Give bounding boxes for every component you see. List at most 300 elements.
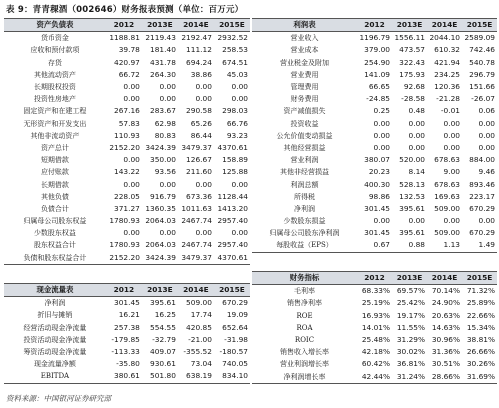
row-label: 股东权益合计 [33, 241, 76, 250]
value-cell: 2467.74 [181, 216, 212, 226]
value-cell: 0.00 [408, 216, 425, 226]
value-cell: 670.29 [469, 228, 495, 238]
table-row [4, 32, 250, 45]
year-column-header: 2014E [178, 284, 214, 297]
table-row [4, 334, 250, 346]
value-cell: 80.83 [154, 130, 176, 140]
row-label: 货币资金 [40, 34, 69, 43]
value-cell: 30.26% [466, 359, 495, 369]
year-column-header: 2014E [178, 19, 214, 32]
value-cell: -31.98 [224, 334, 248, 344]
value-cell: 15.34% [466, 322, 495, 332]
value-cell: 264.30 [150, 69, 176, 79]
table-row [252, 130, 497, 142]
value-cell: 670.29 [222, 298, 248, 308]
table-row [252, 310, 497, 322]
value-cell: 420.97 [114, 57, 140, 67]
table-row [4, 57, 250, 69]
value-cell: 0.00 [478, 118, 495, 128]
row-label: 营业税金及附加 [280, 58, 329, 67]
value-cell: 301.45 [364, 203, 390, 213]
value-cell: 0.00 [231, 82, 248, 92]
table-row [4, 239, 250, 251]
value-cell: -21.00 [188, 334, 212, 344]
value-cell: 834.10 [214, 370, 250, 383]
table-row [4, 130, 250, 142]
value-cell: 110.93 [114, 130, 140, 140]
row-label: 归属母公司股东净利润 [269, 229, 340, 238]
row-label: 公允价值变动损益 [276, 131, 333, 140]
value-cell: 0.00 [443, 216, 460, 226]
row-label: 固定资产和在建工程 [23, 107, 87, 116]
value-cell: -28.58 [401, 94, 425, 104]
value-cell: 258.53 [222, 45, 248, 55]
value-cell: 42.44% [357, 371, 392, 384]
value-cell: 0.48 [408, 106, 425, 116]
value-cell: 0.00 [159, 179, 176, 189]
table-row [252, 239, 497, 252]
value-cell: 0.00 [159, 82, 176, 92]
value-cell: 14.63% [431, 322, 460, 332]
table-title-header: 现金流量表 [4, 284, 106, 297]
table-row [252, 118, 497, 130]
row-label: 投资收益 [290, 119, 319, 128]
value-cell: 30.02% [396, 347, 425, 357]
value-cell: 57.83 [118, 118, 140, 128]
value-cell: 301.45 [364, 228, 390, 238]
table-row [4, 191, 250, 203]
table-row [4, 346, 250, 358]
value-cell: 86.44 [190, 130, 212, 140]
value-cell: 395.61 [399, 203, 425, 213]
table-row [252, 358, 497, 370]
value-cell: 0.00 [123, 94, 140, 104]
value-cell: 0.00 [195, 82, 212, 92]
row-label: 少数股东权益 [33, 229, 76, 238]
value-cell: 8.14 [408, 167, 425, 177]
value-cell: 132.53 [399, 191, 425, 201]
value-cell: 0.00 [373, 118, 390, 128]
value-cell: 509.00 [434, 203, 460, 213]
table-row [252, 191, 497, 203]
table-row [4, 178, 250, 190]
value-cell: 2152.20 [109, 142, 140, 152]
value-cell: 98.86 [368, 191, 390, 201]
value-cell: 16.93% [361, 310, 390, 320]
value-cell: 2152.20 [106, 252, 142, 265]
value-cell: 141.09 [364, 69, 390, 79]
value-cell: 25.19% [361, 298, 390, 308]
table-header-row [4, 284, 250, 297]
table-header-row [4, 19, 250, 32]
value-cell: 678.63 [434, 179, 460, 189]
table-row [4, 215, 250, 227]
value-cell: 93.56 [154, 167, 176, 177]
value-cell: 1556.11 [394, 33, 425, 43]
value-cell: 3424.39 [142, 252, 178, 265]
value-cell: 143.22 [114, 167, 140, 177]
value-cell: 1780.93 [109, 240, 140, 250]
value-cell: 254.90 [364, 57, 390, 67]
balance-sheet-table [4, 18, 250, 265]
table-row [252, 142, 497, 154]
table-row [4, 93, 250, 105]
value-cell: 409.07 [150, 347, 176, 357]
value-cell: 211.60 [186, 167, 212, 177]
value-cell: 11.55% [396, 322, 425, 332]
table-row [4, 142, 250, 154]
row-label: 管理费用 [290, 83, 319, 92]
row-label: 经营活动现金净流量 [23, 323, 87, 332]
year-column-header: 2015E [214, 284, 250, 297]
value-cell: 540.78 [469, 57, 495, 67]
value-cell: -179.85 [111, 334, 140, 344]
value-cell: 69.57% [396, 286, 425, 296]
table-title-header: 财务指标 [252, 272, 357, 285]
value-cell: 400.30 [364, 179, 390, 189]
row-label: 销售收入增长率 [280, 348, 329, 357]
value-cell: 742.46 [469, 45, 495, 55]
table-row [4, 154, 250, 166]
table-row [4, 105, 250, 117]
value-cell: 322.43 [399, 57, 425, 67]
value-cell: 610.32 [434, 45, 460, 55]
table-row [252, 285, 497, 298]
value-cell: 0.00 [443, 142, 460, 152]
value-cell: 66.76 [226, 118, 248, 128]
year-column-header: 2015E [462, 19, 497, 32]
table-row [252, 227, 497, 239]
value-cell: 0.00 [159, 94, 176, 104]
value-cell: 31.36% [431, 347, 460, 357]
row-label: 现金流量净额 [33, 360, 76, 369]
value-cell: 0.00 [373, 216, 390, 226]
year-column-header: 2013E [392, 19, 427, 32]
value-cell: 234.25 [434, 69, 460, 79]
row-label: ROA [296, 323, 313, 332]
value-cell: -35.80 [116, 359, 140, 369]
value-cell: 158.89 [222, 155, 248, 165]
value-cell: 24.90% [431, 298, 460, 308]
row-label: 应付账款 [40, 168, 69, 177]
table-row [252, 69, 497, 81]
value-cell: 25.48% [361, 335, 390, 345]
value-cell: 267.16 [114, 106, 140, 116]
value-cell: 0.06 [478, 106, 495, 116]
value-cell: 125.88 [222, 167, 248, 177]
value-cell: 380.61 [106, 370, 142, 383]
table-row [4, 252, 250, 265]
row-label: EBITDA [4, 370, 106, 383]
value-cell: 20.23 [368, 167, 390, 177]
table-row [4, 81, 250, 93]
table-row [252, 346, 497, 358]
value-cell: 9.46 [478, 167, 495, 177]
value-cell: -355.52 [183, 347, 212, 357]
value-cell: 296.79 [469, 69, 495, 79]
table-row [4, 69, 250, 81]
row-label: 营业收入 [290, 34, 319, 43]
value-cell: 298.03 [222, 106, 248, 116]
row-label: 负债合计 [40, 204, 69, 213]
value-cell: 30.96% [431, 335, 460, 345]
value-cell: 431.78 [150, 57, 176, 67]
table-row [252, 322, 497, 334]
value-cell: 520.00 [399, 155, 425, 165]
row-label: 长期借款 [40, 180, 69, 189]
row-label: 其他非经营损益 [280, 168, 329, 177]
value-cell: 38.81% [466, 335, 495, 345]
value-cell: 28.66% [427, 371, 462, 384]
value-cell: 42.18% [361, 347, 390, 357]
value-cell: 0.00 [159, 228, 176, 238]
value-cell: 0.00 [195, 94, 212, 104]
value-cell: 36.81% [396, 359, 425, 369]
value-cell: 68.33% [361, 286, 390, 296]
row-label: 存货 [47, 58, 62, 67]
table-header-row [252, 19, 497, 32]
row-label: 其他经营损益 [283, 143, 326, 152]
value-cell: 228.05 [114, 191, 140, 201]
table-row [4, 322, 250, 334]
value-cell: 31.24% [392, 371, 427, 384]
value-cell: 554.55 [150, 322, 176, 332]
row-label: 销售净利率 [287, 299, 322, 308]
value-cell: 9.00 [443, 167, 460, 177]
value-cell: 0.88 [392, 239, 427, 252]
table-row [252, 105, 497, 117]
table-row [4, 166, 250, 178]
value-cell: 652.64 [222, 322, 248, 332]
value-cell: 39.78 [118, 45, 140, 55]
year-column-header: 2015E [462, 272, 497, 285]
row-label: 资产减值损失 [283, 107, 326, 116]
value-cell: 62.98 [154, 118, 176, 128]
table-row [252, 81, 497, 93]
value-cell: 257.38 [114, 322, 140, 332]
row-label: 财务费用 [290, 95, 319, 104]
value-cell: 66.72 [118, 69, 140, 79]
table-row [252, 93, 497, 105]
value-cell: 2957.40 [217, 240, 248, 250]
row-label: 净利润增长率 [252, 371, 357, 384]
value-cell: 0.67 [357, 239, 392, 252]
value-cell: 2957.40 [217, 216, 248, 226]
value-cell: 60.42% [361, 359, 390, 369]
row-label: 负债和股东权益合计 [4, 252, 106, 265]
row-label: 营业利润 [290, 156, 319, 165]
value-cell: 181.40 [150, 45, 176, 55]
value-cell: 0.00 [478, 130, 495, 140]
year-column-header: 2013E [392, 272, 427, 285]
value-cell: 916.79 [150, 191, 176, 201]
source-note: 资料来源：中国银河证券研究部 [6, 394, 111, 403]
value-cell: 283.67 [150, 106, 176, 116]
value-cell: 740.05 [222, 359, 248, 369]
value-cell: 379.00 [364, 45, 390, 55]
table-row [252, 215, 497, 227]
year-column-header: 2014E [427, 19, 462, 32]
value-cell: 2467.74 [181, 240, 212, 250]
row-label: 无形资产和开发支出 [23, 119, 87, 128]
row-label: 毛利率 [294, 287, 315, 296]
value-cell: 2932.52 [217, 33, 248, 43]
value-cell: 2192.47 [181, 33, 212, 43]
row-label: 少数股东损益 [283, 217, 326, 226]
table-row [252, 32, 497, 45]
value-cell: 0.00 [123, 179, 140, 189]
value-cell: 175.93 [399, 69, 425, 79]
row-label: 营业成本 [290, 46, 319, 55]
value-cell: 65.26 [190, 118, 212, 128]
value-cell: 25.89% [466, 298, 495, 308]
value-cell: 893.46 [469, 179, 495, 189]
table-row [252, 154, 497, 166]
table-row [4, 358, 250, 370]
value-cell: 670.29 [469, 203, 495, 213]
value-cell: 20.63% [431, 310, 460, 320]
value-cell: 1128.44 [217, 191, 248, 201]
table-row [252, 57, 497, 69]
value-cell: 14.01% [361, 322, 390, 332]
row-label: 短期借款 [40, 156, 69, 165]
value-cell: 0.00 [373, 130, 390, 140]
value-cell: 120.36 [434, 82, 460, 92]
value-cell: 0.00 [123, 155, 140, 165]
value-cell: 31.69% [462, 371, 497, 384]
value-cell: 1413.20 [217, 203, 248, 213]
value-cell: 16.25 [154, 310, 176, 320]
row-label: 应收和预付款项 [30, 46, 80, 55]
value-cell: 371.27 [114, 203, 140, 213]
row-label: 投资活动现金净流量 [23, 335, 87, 344]
value-cell: 16.21 [118, 310, 140, 320]
value-cell: 0.00 [408, 142, 425, 152]
value-cell: 19.17% [396, 310, 425, 320]
table-row [4, 227, 250, 239]
value-cell: 66.65 [368, 82, 390, 92]
value-cell: 0.00 [231, 179, 248, 189]
value-cell: 290.58 [186, 106, 212, 116]
year-column-header: 2013E [142, 19, 178, 32]
value-cell: 528.13 [399, 179, 425, 189]
value-cell: 0.25 [373, 106, 390, 116]
value-cell: 0.00 [231, 228, 248, 238]
value-cell: 0.00 [195, 228, 212, 238]
table-row [4, 203, 250, 215]
value-cell: 26.66% [466, 347, 495, 357]
value-cell: 70.14% [431, 286, 460, 296]
value-cell: 694.24 [186, 57, 212, 67]
row-label: 折旧与摊销 [37, 311, 73, 320]
value-cell: 0.00 [123, 82, 140, 92]
row-label: 净利润 [44, 299, 66, 308]
year-column-header: 2013E [142, 284, 178, 297]
value-cell: 674.51 [222, 57, 248, 67]
value-cell: 501.80 [142, 370, 178, 383]
value-cell: -180.57 [219, 347, 248, 357]
row-label: 长期股权投资 [33, 83, 76, 92]
value-cell: 0.00 [443, 118, 460, 128]
row-label: 净利润 [294, 204, 315, 213]
value-cell: 395.61 [399, 228, 425, 238]
row-label: 营业利润增长率 [280, 360, 329, 369]
value-cell: 71.32% [466, 286, 495, 296]
value-cell: -24.85 [366, 94, 390, 104]
value-cell: 25.42% [396, 298, 425, 308]
row-label: 所得税 [294, 192, 315, 201]
row-label: 其他非流动资产 [30, 131, 80, 140]
value-cell: 17.74 [190, 310, 212, 320]
value-cell: 223.17 [469, 191, 495, 201]
value-cell: 638.19 [178, 370, 214, 383]
value-cell: 0.00 [195, 179, 212, 189]
value-cell: 0.00 [373, 142, 390, 152]
value-cell: 2064.03 [145, 240, 176, 250]
table-row [4, 118, 250, 130]
value-cell: 509.00 [186, 298, 212, 308]
value-cell: 169.63 [434, 191, 460, 201]
value-cell: -21.28 [436, 94, 460, 104]
value-cell: 395.61 [150, 298, 176, 308]
value-cell: 1360.35 [145, 203, 176, 213]
year-column-header: 2012 [357, 272, 392, 285]
row-label: 每股收益（EPS） [252, 239, 357, 252]
value-cell: 111.12 [186, 45, 212, 55]
table-row [4, 309, 250, 321]
value-cell: 3479.37 [181, 142, 212, 152]
value-cell: 473.57 [399, 45, 425, 55]
value-cell: 93.23 [226, 130, 248, 140]
value-cell: 45.03 [226, 69, 248, 79]
value-cell: 3424.39 [145, 142, 176, 152]
table-title-header: 资产负债表 [4, 19, 106, 32]
value-cell: 678.63 [434, 155, 460, 165]
value-cell: 19.09 [226, 310, 248, 320]
value-cell: 4370.61 [214, 252, 250, 265]
row-label: 筹资活动现金净流量 [23, 348, 87, 357]
table-row [252, 371, 497, 384]
table-row [252, 334, 497, 346]
row-label: 投资性房地产 [33, 95, 76, 104]
table-row [4, 297, 250, 310]
row-label: 其他流动资产 [33, 70, 76, 79]
value-cell: 22.66% [466, 310, 495, 320]
table-row [252, 178, 497, 190]
value-cell: -113.33 [111, 347, 140, 357]
cash-flow-table [4, 283, 250, 384]
value-cell: 73.04 [190, 359, 212, 369]
row-label: 其他负债 [40, 192, 69, 201]
value-cell: 350.00 [150, 155, 176, 165]
value-cell: 30.51% [431, 359, 460, 369]
table-row [252, 203, 497, 215]
value-cell: 673.36 [186, 191, 212, 201]
row-label: ROE [296, 311, 313, 320]
value-cell: 31.29% [396, 335, 425, 345]
value-cell: 3479.37 [178, 252, 214, 265]
value-cell: 1196.79 [359, 33, 390, 43]
table-row [252, 166, 497, 178]
value-cell: 380.07 [364, 155, 390, 165]
value-cell: 4370.61 [217, 142, 248, 152]
report-title: 表 9：青青稞酒（002646）财务报表预测（单位：百万元） [6, 5, 244, 15]
value-cell: -32.79 [152, 334, 176, 344]
year-column-header: 2012 [357, 19, 392, 32]
value-cell: 930.61 [150, 359, 176, 369]
table-row [252, 44, 497, 56]
value-cell: 2064.03 [145, 216, 176, 226]
